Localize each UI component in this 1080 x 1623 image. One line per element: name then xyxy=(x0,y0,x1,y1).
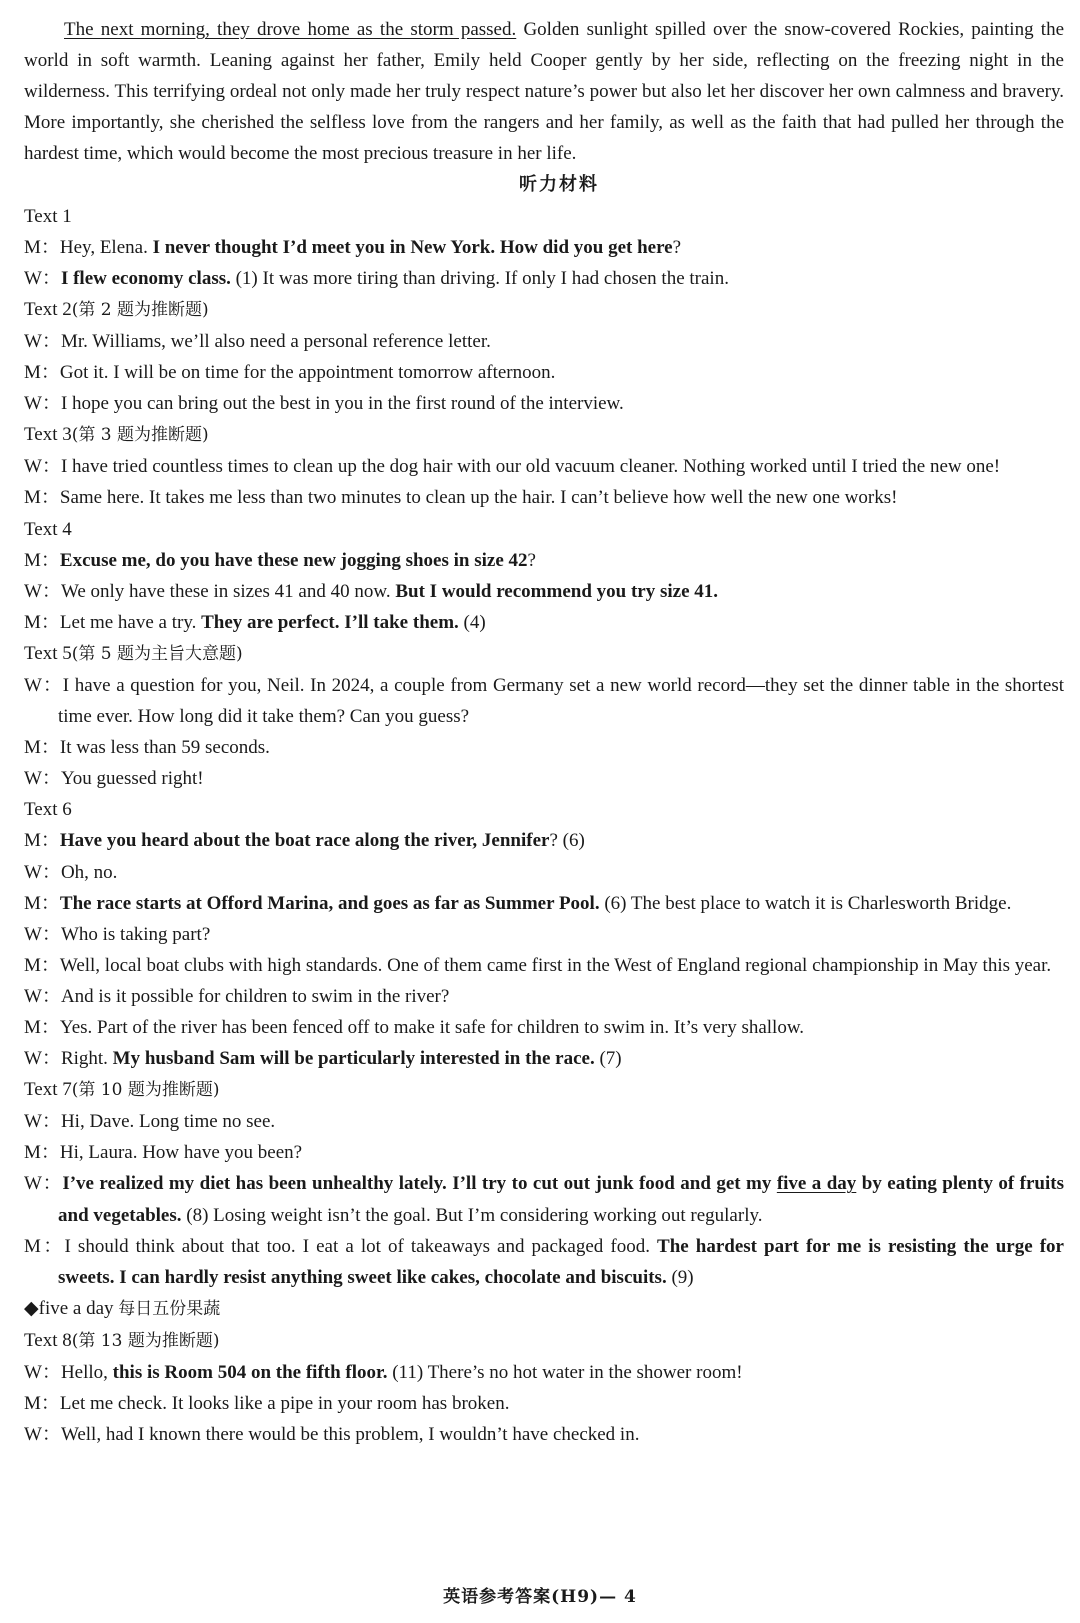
speaker: W： xyxy=(24,393,61,415)
line-text: Let me check. It looks like a pipe in your room has broken. xyxy=(59,1393,510,1415)
question-note: (第 10 题为推断题) xyxy=(71,1080,220,1101)
text-3-title xyxy=(24,419,1064,451)
dialogue-line xyxy=(24,950,1064,981)
text-2-title xyxy=(24,294,1064,326)
underlined-sentence: The next morning, they drove home as the storm passed. xyxy=(64,19,517,40)
line-text: Well, had I known there would be this problem, I wouldn’t have checked in. xyxy=(60,1424,640,1446)
line-text: (7) xyxy=(594,1048,622,1070)
speaker: W： xyxy=(24,1048,61,1070)
key-text: The race starts at Offord Marina, and goes as far as Summer Pool. xyxy=(59,892,600,914)
paragraph-text: Golden sunlight spilled over the snow-covered Rockies, painting the world in soft warmth. Leaning against her father, Emily held Cooper gently by her side, reflecting on the freezing night in the wilderness. This terrifying ordeal not only made her truly respect nature’s power but also let her discover her own calmness and bravery. More importantly, she cherished the selfless love from the rangers and her family, as well as the faith that had pulled her through the hardest time, which would become the most precious treasure in her life. xyxy=(24,19,1065,165)
dialogue-line xyxy=(24,1012,1064,1043)
dialogue-line xyxy=(24,357,1064,388)
dialogue-line xyxy=(24,545,1064,576)
line-text: (4) xyxy=(458,611,486,633)
page-footer: 英语参考答案(H9)— 4 xyxy=(443,1587,637,1607)
vocab-term: five a day xyxy=(38,1297,119,1319)
speaker: M： xyxy=(24,830,60,852)
line-text: I have a question for you, Neil. In 2024, a couple from Germany set a new world record—they set the dinner table in the shortest time ever. How long did it take them? Can you guess? xyxy=(58,674,1064,728)
speaker: W： xyxy=(24,330,61,352)
key-text: The hardest part for me is resisting the urge for sweets. I can hardly resist anything sweet like cakes, chocolate and biscuits. xyxy=(58,1235,1064,1288)
line-text: (9) xyxy=(666,1266,694,1288)
key-text: My husband Sam will be particularly interested in the race. xyxy=(112,1048,595,1070)
speaker: W： xyxy=(24,1111,61,1133)
vocab-translation: 每日五份果蔬 xyxy=(118,1298,221,1319)
line-text: It was less than 59 seconds. xyxy=(59,737,270,759)
text-8-title xyxy=(24,1325,1064,1357)
speaker: M： xyxy=(24,1017,60,1038)
line-text: You guessed right! xyxy=(60,768,204,790)
text-5-title xyxy=(24,638,1064,670)
dialogue-line xyxy=(24,670,1064,732)
line-text: Right. xyxy=(60,1048,113,1070)
key-text: by eating plenty of fruits and vegetables. xyxy=(58,1173,1065,1226)
key-text: I’ve realized my diet has been unhealthy lately. I’ll try to cut out junk food and get my xyxy=(62,1173,777,1195)
line-text: Yes. Part of the river has been fenced off to make it safe for children to swim in. It’s very shallow. xyxy=(59,1017,805,1038)
section-heading: 听力材料 xyxy=(519,174,599,196)
speaker: W： xyxy=(24,580,61,602)
line-text: And is it possible for children to swim in the river? xyxy=(60,985,450,1007)
speaker: W： xyxy=(24,985,61,1007)
text-7-title xyxy=(24,1074,1064,1106)
key-text: Excuse me, do you have these new jogging shoes in size 42 xyxy=(59,549,528,571)
line-text: (11) There’s no hot water in the shower room! xyxy=(387,1362,743,1384)
speaker: M： xyxy=(24,611,60,633)
text-1-title xyxy=(24,201,1064,232)
line-text: (6) The best place to watch it is Charlesworth Bridge. xyxy=(599,892,1012,914)
speaker: M： xyxy=(24,549,60,571)
line-text: Mr. Williams, we’ll also need a personal reference letter. xyxy=(60,330,491,352)
key-text: I flew economy class. xyxy=(60,267,231,289)
line-text: I have tried countless times to clean up the dog hair with our old vacuum cleaner. Nothing worked until I tried the new one! xyxy=(60,456,1001,478)
text-label: Text 3 xyxy=(24,424,72,446)
question-note: (第 3 题为推断题) xyxy=(71,425,209,446)
dialogue-line xyxy=(24,732,1064,763)
line-text: ? xyxy=(672,236,682,258)
answer-page xyxy=(24,14,1064,1450)
dialogue-line xyxy=(24,1388,1064,1419)
dialogue-line xyxy=(24,1168,1064,1230)
text-label: Text 8 xyxy=(24,1329,72,1351)
speaker: W： xyxy=(24,674,63,696)
speaker: M： xyxy=(24,892,60,914)
dialogue-line xyxy=(24,763,1064,794)
dialogue-line xyxy=(24,388,1064,419)
text-label: Text 2 xyxy=(24,298,72,320)
line-text: Let me have a try. xyxy=(59,611,202,633)
text-6-title xyxy=(24,794,1064,825)
speaker: M： xyxy=(24,1235,65,1257)
question-note: (第 2 题为推断题) xyxy=(71,299,209,320)
speaker: W： xyxy=(24,768,61,790)
line-text: Oh, no. xyxy=(60,861,118,883)
line-text: ? (6) xyxy=(549,830,585,852)
key-text: They are perfect. I’ll take them. xyxy=(201,611,459,633)
key-text: Have you heard about the boat race along the river, Jennifer xyxy=(59,830,550,852)
speaker: M： xyxy=(24,487,60,509)
dialogue-line xyxy=(24,1106,1064,1137)
text-label: Text 4 xyxy=(24,518,72,540)
text-4-title xyxy=(24,514,1064,545)
dialogue-line xyxy=(24,1231,1064,1293)
speaker: W： xyxy=(24,1173,63,1195)
speaker: M： xyxy=(24,362,60,384)
question-note: (第 5 题为主旨大意题) xyxy=(71,643,243,664)
text-label: Text 6 xyxy=(24,799,72,821)
speaker: W： xyxy=(24,861,61,883)
line-text: We only have these in sizes 41 and 40 now. xyxy=(60,580,396,602)
dialogue-line xyxy=(24,232,1064,263)
line-text: ? xyxy=(527,549,536,571)
speaker: W： xyxy=(24,456,61,478)
line-text: Hi, Laura. How have you been? xyxy=(59,1142,303,1164)
dialogue-line xyxy=(24,1137,1064,1168)
dialogue-line xyxy=(24,981,1064,1012)
speaker: W： xyxy=(24,1362,61,1384)
dialogue-line xyxy=(24,1043,1064,1074)
dialogue-line xyxy=(24,1419,1064,1450)
line-text: Who is taking part? xyxy=(60,923,211,945)
line-text: Same here. It takes me less than two minutes to clean up the hair. I can’t believe how well the new one works! xyxy=(59,487,898,509)
dialogue-line xyxy=(24,263,1064,294)
dialogue-line xyxy=(24,451,1064,482)
dialogue-line xyxy=(24,919,1064,950)
text-label: Text 7 xyxy=(24,1079,72,1101)
speaker: M： xyxy=(24,954,60,976)
dialogue-line xyxy=(24,1357,1064,1388)
line-text: Hello, xyxy=(60,1362,113,1384)
line-text: I hope you can bring out the best in you in the first round of the interview. xyxy=(60,393,624,415)
speaker: M： xyxy=(24,1142,60,1164)
speaker: W： xyxy=(24,267,61,289)
diamond-bullet-icon: ◆ xyxy=(24,1297,39,1319)
line-text: Got it. I will be on time for the appointment tomorrow afternoon. xyxy=(59,362,556,384)
dialogue-line xyxy=(24,576,1064,607)
speaker: W： xyxy=(24,923,61,945)
question-note: (第 13 题为推断题) xyxy=(71,1330,220,1351)
key-text: this is Room 504 on the fifth floor. xyxy=(112,1362,388,1384)
line-text: (1) It was more tiring than driving. If only I had chosen the train. xyxy=(230,267,729,289)
dialogue-line xyxy=(24,607,1064,638)
speaker: M： xyxy=(24,236,60,258)
text-label: Text 5 xyxy=(24,642,72,664)
line-text: Hey, Elena. xyxy=(59,236,153,258)
dialogue-line xyxy=(24,326,1064,357)
dialogue-line xyxy=(24,857,1064,888)
dialogue-line xyxy=(24,482,1064,513)
vocab-note xyxy=(24,1293,1064,1325)
speaker: W： xyxy=(24,1424,61,1446)
dialogue-line xyxy=(24,825,1064,856)
line-text: (8) Losing weight isn’t the goal. But I’m considering working out regularly. xyxy=(181,1204,763,1226)
underlined-phrase: five a day xyxy=(776,1173,857,1195)
dialogue-line xyxy=(24,888,1064,919)
story-paragraph xyxy=(24,14,1064,169)
line-text: Hi, Dave. Long time no see. xyxy=(60,1111,276,1133)
key-text: I never thought I’d meet you in New York. How did you get here xyxy=(152,236,673,258)
speaker: M： xyxy=(24,1393,60,1415)
line-text: I should think about that too. I eat a lot of takeaways and packaged food. xyxy=(64,1235,658,1257)
speaker: M： xyxy=(24,737,60,759)
line-text: Well, local boat clubs with high standards. One of them came first in the West of England regional championship in May this year. xyxy=(59,954,1052,976)
text-label: Text 1 xyxy=(24,205,72,227)
key-text: But I would recommend you try size 41. xyxy=(395,580,718,602)
